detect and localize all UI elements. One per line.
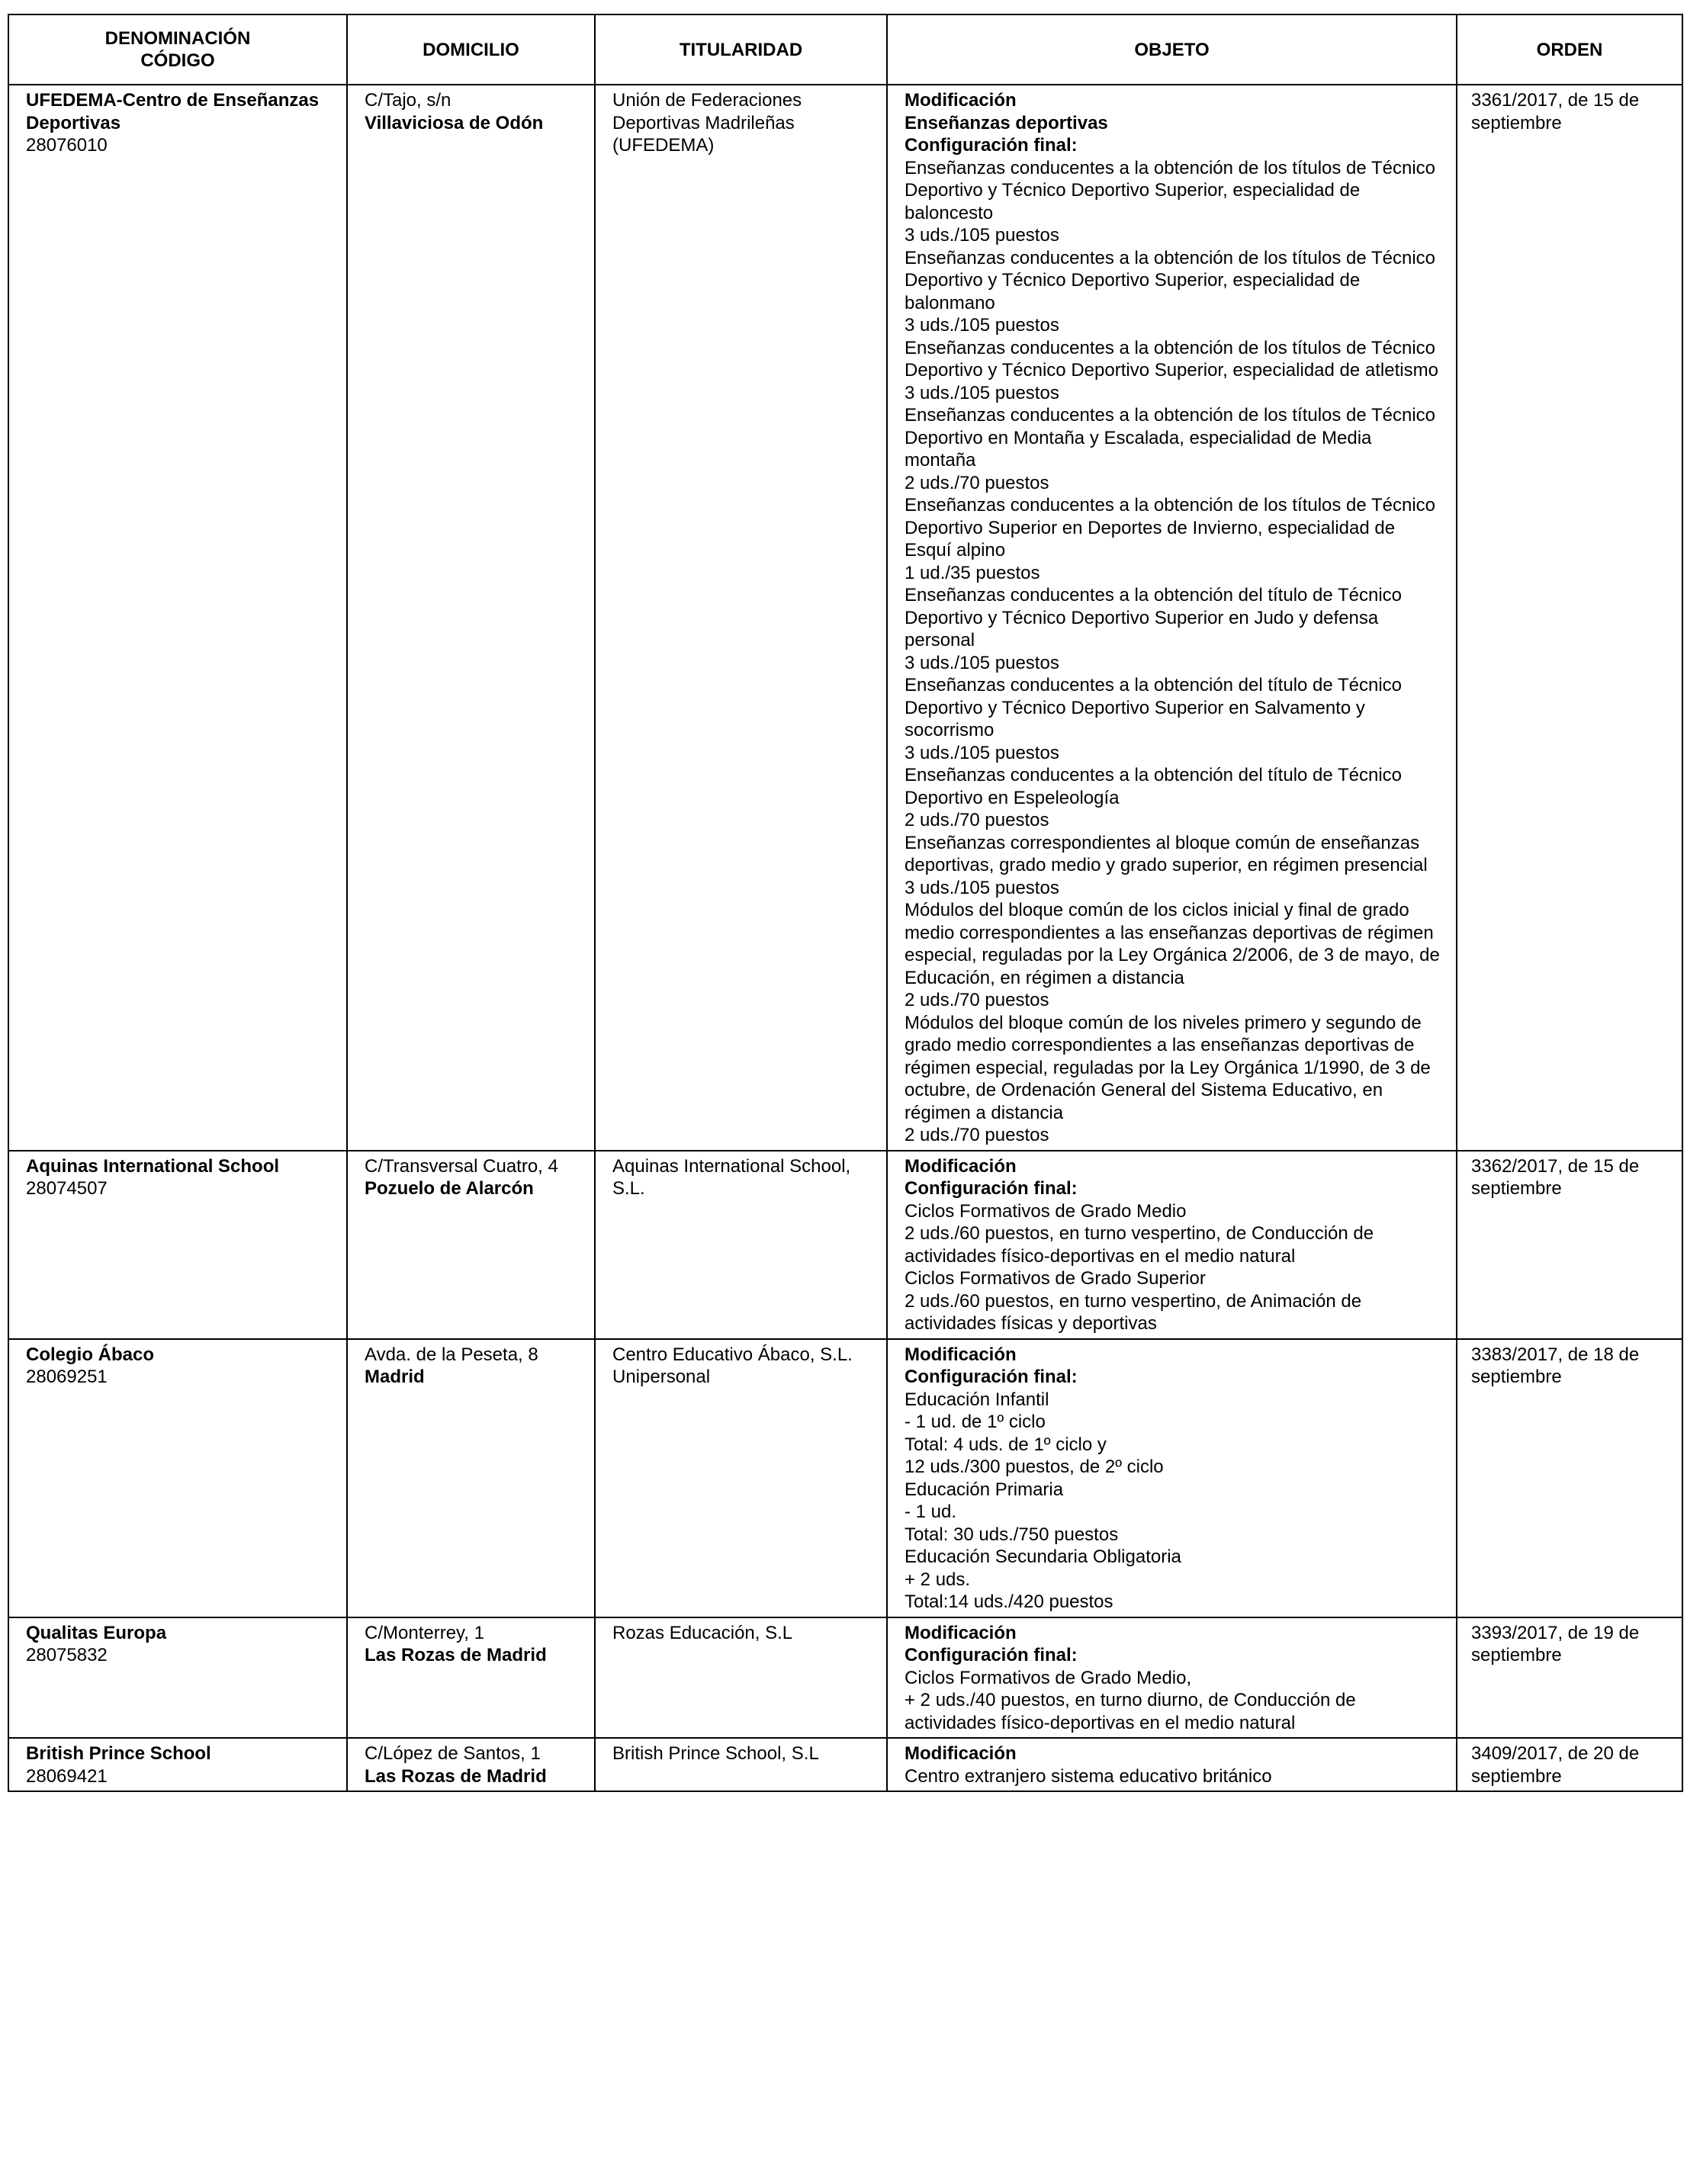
- cell-objeto: [887, 1617, 1457, 1739]
- header-codigo: CÓDIGO: [140, 50, 215, 71]
- objeto-line: - 1 ud.: [905, 1502, 957, 1522]
- cell-denominacion: [8, 1617, 347, 1739]
- cell-orden: [1457, 1151, 1682, 1339]
- cell-orden: [1457, 1617, 1682, 1739]
- cell-orden: [1457, 85, 1682, 1151]
- objeto-line: 3 uds./105 puestos: [905, 742, 1059, 763]
- objeto-line: Enseñanzas conducentes a la obtención de los títulos de Técnico Deportivo y Técnico Deportivo Superior, especialidad de baloncesto: [905, 157, 1436, 223]
- objeto-line: 2 uds./70 puestos: [905, 472, 1049, 493]
- header-row: [8, 14, 1682, 85]
- locality: Pozuelo de Alarcón: [365, 1178, 534, 1199]
- objeto-line: Configuración final:: [905, 1178, 1078, 1199]
- center-name: Qualitas Europa: [26, 1622, 167, 1643]
- objeto-line: 2 uds./70 puestos: [905, 1125, 1049, 1145]
- objeto-line: Enseñanzas conducentes a la obtención de los títulos de Técnico Deportivo y Técnico Deportivo Superior, especialidad de balonmano: [905, 247, 1436, 313]
- objeto-line: 3 uds./105 puestos: [905, 877, 1059, 898]
- objeto-line: Educación Primaria: [905, 1479, 1064, 1500]
- order-ref: 3409/2017, de 20 de septiembre: [1471, 1743, 1640, 1787]
- objeto-line: 3 uds./105 puestos: [905, 225, 1059, 246]
- objeto-line: 1 ud./35 puestos: [905, 562, 1040, 583]
- objeto-line: 2 uds./70 puestos: [905, 810, 1049, 830]
- objeto-line: Total: 30 uds./750 puestos: [905, 1524, 1119, 1545]
- header-denominacion-codigo: [8, 14, 347, 85]
- center-code: 28075832: [26, 1645, 108, 1665]
- cell-objeto: [887, 1339, 1457, 1617]
- header-titularidad: TITULARIDAD: [595, 14, 887, 85]
- objeto-line: Modificación: [905, 1622, 1017, 1643]
- locality: Villaviciosa de Odón: [365, 112, 544, 133]
- owner: Aquinas International School, S.L.: [612, 1155, 851, 1199]
- order-ref: 3393/2017, de 19 de septiembre: [1471, 1622, 1640, 1665]
- cell-objeto: [887, 85, 1457, 1151]
- objeto-line: Módulos del bloque común de los niveles primero y segundo de grado medio correspondientes a las enseñanzas deportivas de régimen especial, reguladas por la Ley Orgánica 1/1990, de 3 de octubre, de Ordenación General del Sistema Educativo, en régimen a distancia: [905, 1012, 1431, 1123]
- order-ref: 3361/2017, de 15 de septiembre: [1471, 90, 1640, 133]
- objeto-line: Enseñanzas conducentes a la obtención de los títulos de Técnico Deportivo en Montaña y Escalada, especialidad de Media montaña: [905, 405, 1436, 471]
- locality: Las Rozas de Madrid: [365, 1645, 547, 1665]
- center-name: British Prince School: [26, 1743, 211, 1764]
- order-ref: 3362/2017, de 15 de septiembre: [1471, 1155, 1640, 1199]
- owner: Unión de Federaciones Deportivas Madrileñas (UFEDEMA): [612, 90, 802, 156]
- cell-titularidad: [595, 85, 887, 1151]
- header-objeto: OBJETO: [887, 14, 1457, 85]
- header-orden: ORDEN: [1457, 14, 1682, 85]
- table-row: [8, 1151, 1682, 1339]
- objeto-line: 3 uds./105 puestos: [905, 315, 1059, 336]
- center-code: 28076010: [26, 135, 108, 156]
- objeto-line: Enseñanzas deportivas: [905, 112, 1108, 133]
- center-name: Aquinas International School: [26, 1155, 280, 1177]
- objeto-line: Enseñanzas conducentes a la obtención del título de Técnico Deportivo y Técnico Deportivo Superior en Judo y defensa personal: [905, 585, 1403, 650]
- locality: Madrid: [365, 1367, 425, 1387]
- objeto-line: Educación Infantil: [905, 1389, 1049, 1410]
- cell-titularidad: [595, 1339, 887, 1617]
- owner: Rozas Educación, S.L: [612, 1622, 793, 1643]
- objeto-line: Enseñanzas conducentes a la obtención del título de Técnico Deportivo en Espeleología: [905, 765, 1403, 808]
- cell-domicilio: [347, 85, 595, 1151]
- table-row: [8, 1617, 1682, 1739]
- owner: British Prince School, S.L: [612, 1743, 819, 1764]
- objeto-line: 12 uds./300 puestos, de 2º ciclo: [905, 1457, 1164, 1477]
- objeto-line: Total:14 uds./420 puestos: [905, 1591, 1113, 1612]
- address: C/Tajo, s/n: [365, 90, 451, 111]
- objeto-line: - 1 ud. de 1º ciclo: [905, 1412, 1046, 1432]
- header-domicilio: DOMICILIO: [347, 14, 595, 85]
- objeto-line: Centro extranjero sistema educativo británico: [905, 1765, 1272, 1787]
- objeto-line: 2 uds./70 puestos: [905, 990, 1049, 1010]
- objeto-line: Módulos del bloque común de los ciclos inicial y final de grado medio correspondientes a las enseñanzas deportivas de régimen especial, reguladas por la Ley Orgánica 2/2006, de 3 de mayo, de Educación, en régimen a distancia: [905, 900, 1440, 988]
- objeto-line: 3 uds./105 puestos: [905, 382, 1059, 403]
- owner: Centro Educativo Ábaco, S.L. Unipersonal: [612, 1344, 853, 1387]
- center-name: UFEDEMA-Centro de Enseñanzas Deportivas: [26, 90, 320, 133]
- objeto-line: Total: 4 uds. de 1º ciclo y: [905, 1434, 1107, 1455]
- order-ref: 3383/2017, de 18 de septiembre: [1471, 1344, 1640, 1387]
- address: C/Monterrey, 1: [365, 1622, 484, 1643]
- objeto-line: Enseñanzas conducentes a la obtención de los títulos de Técnico Deportivo y Técnico Deportivo Superior, especialidad de atletismo: [905, 337, 1438, 381]
- address: Avda. de la Peseta, 8: [365, 1344, 538, 1365]
- objeto-line: Modificación: [905, 90, 1017, 111]
- objeto-line: 2 uds./60 puestos, en turno vespertino, de Animación de actividades físicas y deportivas: [905, 1290, 1362, 1334]
- cell-orden: [1457, 1339, 1682, 1617]
- cell-denominacion: [8, 1738, 347, 1791]
- objeto-line: Modificación: [905, 1155, 1017, 1177]
- objeto-line: + 2 uds./40 puestos, en turno diurno, de Conducción de actividades físico-deportivas en el medio natural: [905, 1690, 1356, 1733]
- objeto-line: Modificación: [905, 1743, 1017, 1764]
- table-row: [8, 1339, 1682, 1617]
- cell-domicilio: [347, 1617, 595, 1739]
- cell-titularidad: [595, 1617, 887, 1739]
- cell-objeto: [887, 1738, 1457, 1791]
- objeto-line: Configuración final:: [905, 1367, 1078, 1387]
- objeto-line: Ciclos Formativos de Grado Medio: [905, 1200, 1187, 1222]
- objeto-line: Enseñanzas conducentes a la obtención de los títulos de Técnico Deportivo Superior en Deportes de Invierno, especialidad de Esquí alpino: [905, 495, 1436, 560]
- objeto-line: Enseñanzas conducentes a la obtención del título de Técnico Deportivo y Técnico Deportivo Superior en Salvamento y socorrismo: [905, 675, 1403, 740]
- objeto-line: 2 uds./60 puestos, en turno vespertino, de Conducción de actividades físico-deportivas en el medio natural: [905, 1223, 1374, 1267]
- table-row: [8, 1738, 1682, 1791]
- cell-objeto: [887, 1151, 1457, 1339]
- header-denominacion: DENOMINACIÓN: [104, 28, 251, 49]
- objeto-line: Modificación: [905, 1344, 1017, 1365]
- objeto-line: Ciclos Formativos de Grado Superior: [905, 1268, 1206, 1289]
- objeto-line: Configuración final:: [905, 135, 1078, 156]
- table-row: [8, 85, 1682, 1151]
- center-code: 28074507: [26, 1178, 108, 1199]
- center-name: Colegio Ábaco: [26, 1344, 155, 1365]
- cell-domicilio: [347, 1339, 595, 1617]
- objeto-line: Educación Secundaria Obligatoria: [905, 1546, 1181, 1567]
- cell-domicilio: [347, 1151, 595, 1339]
- cell-domicilio: [347, 1738, 595, 1791]
- address: C/Transversal Cuatro, 4: [365, 1155, 558, 1177]
- cell-orden: [1457, 1738, 1682, 1791]
- objeto-line: 3 uds./105 puestos: [905, 652, 1059, 673]
- center-code: 28069251: [26, 1367, 108, 1387]
- cell-titularidad: [595, 1738, 887, 1791]
- objeto-line: Configuración final:: [905, 1645, 1078, 1665]
- resolution-table: [8, 14, 1683, 1792]
- center-code: 28069421: [26, 1765, 108, 1787]
- cell-titularidad: [595, 1151, 887, 1339]
- objeto-line: Ciclos Formativos de Grado Medio,: [905, 1667, 1192, 1688]
- cell-denominacion: [8, 85, 347, 1151]
- locality: Las Rozas de Madrid: [365, 1765, 547, 1787]
- address: C/López de Santos, 1: [365, 1743, 541, 1764]
- objeto-line: Enseñanzas correspondientes al bloque común de enseñanzas deportivas, grado medio y grado superior, en régimen presencial: [905, 832, 1428, 875]
- objeto-line: + 2 uds.: [905, 1569, 971, 1590]
- cell-denominacion: [8, 1151, 347, 1339]
- cell-denominacion: [8, 1339, 347, 1617]
